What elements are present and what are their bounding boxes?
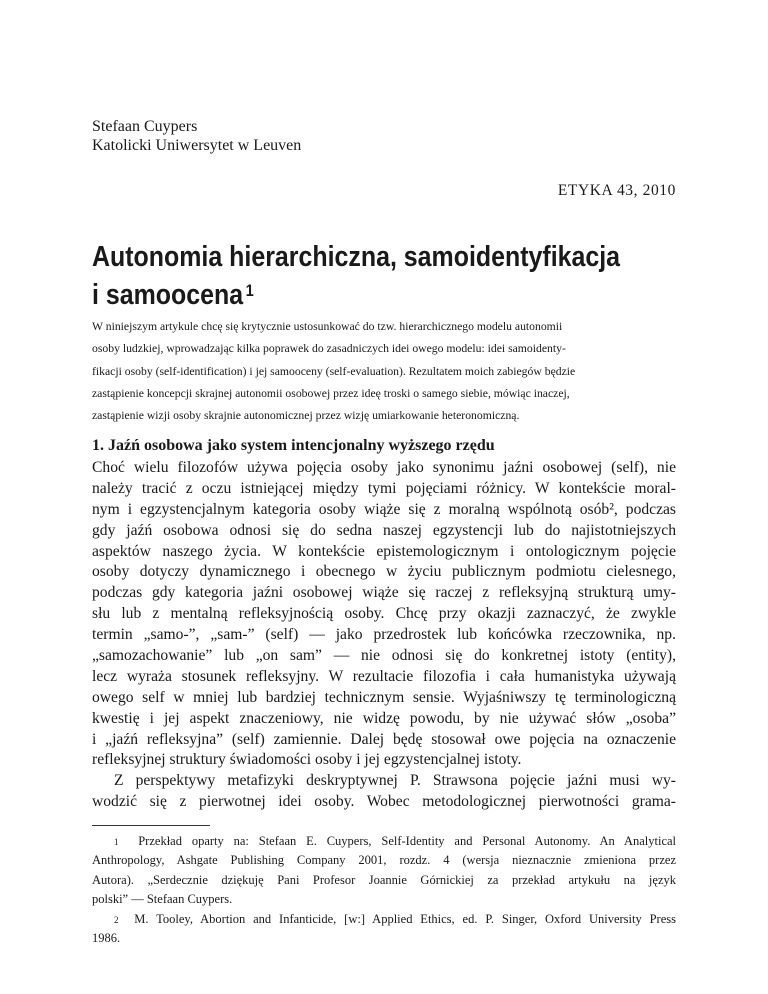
title-line-2-text: i samoocena <box>92 279 244 311</box>
body-line: i „jaźń refleksyjna” (self) zamiennie. Dalej będę stosował owe pojęcia na oznaczenie <box>92 730 676 748</box>
footnote-1-number: 1 <box>114 837 119 847</box>
title-line-1: Autonomia hierarchiczna, samoidentyfikacja <box>92 241 621 273</box>
footnote-divider <box>92 825 210 826</box>
body-line: wodzić się z pierwotnej idei osoby. Wobec metodologicznej pierwotności grama- <box>92 793 676 811</box>
footnote-2-line: 1986. <box>92 930 121 945</box>
article-title <box>92 238 621 314</box>
body-line: Z perspektywy metafizyki deskryptywnej P. Strawsona pojęcie jaźni musi wy- <box>114 772 676 790</box>
abstract-line: zastąpienie koncepcji skrajnej autonomii osobowej przez ideę troski o samego siebie, mówiąc inaczej, <box>92 386 570 400</box>
footnote-1-line: $^1$ Przekład oparty na: Stefaan E. Cuypers, Self-Identity and Personal Autonomy. An Analytical <box>114 834 677 848</box>
body-line: „samozachowanie” lub „on sam” — nie odnosi się do konkretnej istoty (entity), <box>92 647 676 665</box>
abstract-line: W niniejszym artykule chcę się krytycznie ustosunkować do tzw. hierarchicznego modelu autonomii <box>92 320 563 333</box>
body-text <box>92 458 676 813</box>
journal-reference: ETYKA 43, 2010 <box>557 182 676 199</box>
body-line: słu lub z mentalną refleksyjnością osoby. Chcę przy okazji zaznaczyć, że zwykle <box>92 605 676 623</box>
body-line: aspektów naszego życia. W kontekście epistemologicznym i ontologicznym pojęcie <box>92 542 676 560</box>
footnote-1-line: Autora). „Serdecznie dziękuję Pani Profesor Joannie Górnickiej za przekład artykułu na język <box>92 872 676 887</box>
footnote-1-line: Anthropology, Ashgate Publishing Company 2001, rozdz. 4 (wersja nieznacznie zmieniona przez <box>92 853 676 868</box>
title-footnote-mark[interactable]: 1 <box>245 281 254 300</box>
body-line: kwestię i jej aspekt znaczeniowy, nie widzę powodu, by nie używać słów „osoba” <box>92 709 676 727</box>
body-line: osoby dotyczy dynamicznego i obecnego w życiu publicznym podmiotu cielesnego, <box>92 563 676 581</box>
body-line: należy tracić z oczu istniejącej między tymi pojęciami różnicy. W kontekście moral- <box>92 479 676 497</box>
footnote-2-line: $^2$ M. Tooley, Abortion and Infanticide, [w:] Applied Ethics, ed. P. Singer, Oxford University Press <box>114 911 676 926</box>
abstract-line: fikacji osoby (self-identification) i jej samooceny (self-evaluation). Rezultatem moich zabiegów będzie <box>92 364 576 378</box>
footnote-2-number: 2 <box>114 914 119 925</box>
author-affiliation: Katolicki Uniwersytet w Leuven <box>92 137 302 154</box>
section-heading: 1. Jaźń osobowa jako system intencjonalny wyższego rzędu <box>92 437 495 454</box>
body-line: refleksyjnej struktury świadomości osoby i jej egzystencjalnej istoty. <box>92 751 522 769</box>
title-line-2 <box>92 276 608 314</box>
body-line: owego self w mniej lub bardziej technicznym sensie. Wyjaśniwszy tę terminologiczną <box>92 688 676 706</box>
body-line: Choć wielu filozofów używa pojęcia osoby jako synonimu jaźni osobowej (self), nie <box>92 459 676 476</box>
author-block <box>92 117 301 155</box>
body-line: termin „samo-”, „sam-” (self) — jako przedrostek lub końcówka rzeczownika, np. <box>92 626 676 644</box>
footnote-1-line: polski” — Stefaan Cuypers. <box>92 892 233 907</box>
body-line: nym i egzystencjalnym kategoria osoby wiąże się z moralną wspólnotą osób², podczas <box>92 500 676 518</box>
body-line: lecz wyraża stosunek refleksyjny. W rezultacie filozofia i cała humanistyka używają <box>92 667 676 685</box>
footnotes <box>92 832 676 948</box>
abstract-line: osoby ludzkiej, wprowadzając kilka poprawek do zasadniczych idei owego modelu: idei samoidenty- <box>92 342 566 356</box>
abstract <box>92 316 676 427</box>
body-line: gdy jaźń osobowa odnosi się do sedna naszej egzystencji lub do najistotniejszych <box>92 521 676 539</box>
body-line: podczas gdy kategoria jaźni osobowej wiąże się raczej z refleksyjną strukturą umy- <box>92 584 676 602</box>
abstract-line: zastąpienie wizji osoby skrajnie autonomicznej przez wizję umiarkowanie heteronomiczną. <box>92 409 520 423</box>
author-name: Stefaan Cuypers <box>92 118 198 135</box>
